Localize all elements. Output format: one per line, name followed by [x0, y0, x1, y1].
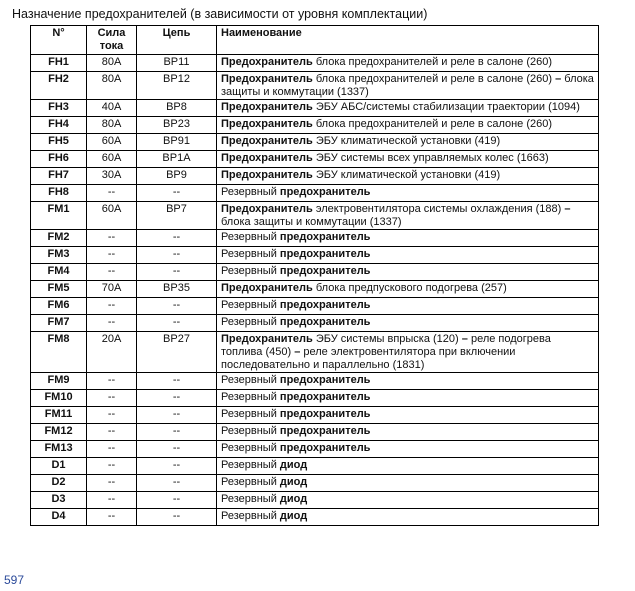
fuse-number-cell: FM10	[31, 390, 87, 407]
table-row	[31, 509, 599, 526]
fuse-number-cell: FH6	[31, 151, 87, 168]
circuit-cell: --	[137, 458, 217, 475]
description-cell	[217, 281, 599, 298]
table-row	[31, 315, 599, 332]
description-emphasis: диод	[279, 476, 308, 488]
description-cell	[217, 247, 599, 264]
amperage-cell: 60A	[87, 134, 137, 151]
description-text: ЭБУ системы всех управляемых колес (1663)	[312, 152, 549, 164]
circuit-cell: --	[137, 247, 217, 264]
description-emphasis: предохранитель	[279, 442, 371, 454]
description-emphasis: Предохранитель	[221, 152, 313, 164]
description-emphasis: предохранитель	[279, 316, 371, 328]
table-row	[31, 202, 599, 230]
fuse-number-cell: FH3	[31, 100, 87, 117]
description-cell	[217, 168, 599, 185]
fuse-number-cell: FH2	[31, 72, 87, 100]
fuse-number-cell: FM13	[31, 441, 87, 458]
description-text: Резервный	[221, 299, 280, 311]
amperage-cell: --	[87, 298, 137, 315]
fuse-number-cell: FM6	[31, 298, 87, 315]
description-emphasis: –	[555, 73, 562, 85]
description-cell	[217, 134, 599, 151]
description-cell	[217, 373, 599, 390]
amperage-cell: 80A	[87, 117, 137, 134]
description-cell	[217, 117, 599, 134]
description-text: Резервный	[221, 391, 280, 403]
description-cell	[217, 100, 599, 117]
description-emphasis: предохранитель	[279, 248, 371, 260]
description-cell	[217, 475, 599, 492]
amperage-cell: --	[87, 315, 137, 332]
fuse-number-cell: FM1	[31, 202, 87, 230]
circuit-cell: BP7	[137, 202, 217, 230]
description-emphasis: предохранитель	[279, 391, 371, 403]
description-text: блока предохранителей и реле в салоне (260)	[312, 56, 553, 68]
description-emphasis: диод	[279, 459, 308, 471]
description-emphasis: Предохранитель	[221, 73, 313, 85]
description-emphasis: –	[294, 346, 301, 358]
amperage-cell: --	[87, 441, 137, 458]
description-cell	[217, 458, 599, 475]
header-circuit: Цепь	[137, 26, 217, 55]
table-row	[31, 100, 599, 117]
circuit-cell: --	[137, 475, 217, 492]
amperage-cell: 80A	[87, 72, 137, 100]
table-row	[31, 185, 599, 202]
fuse-number-cell: D3	[31, 492, 87, 509]
amperage-cell: 40A	[87, 100, 137, 117]
amperage-cell: 30A	[87, 168, 137, 185]
description-text: электровентилятора системы охлаждения (188)	[312, 203, 565, 215]
fuse-number-cell: FM11	[31, 407, 87, 424]
page-number: 597	[4, 573, 25, 587]
table-row	[31, 72, 599, 100]
table-row	[31, 134, 599, 151]
description-emphasis: диод	[279, 493, 308, 505]
description-text: ЭБУ системы впрыска (120)	[312, 333, 462, 345]
fuse-number-cell: FM5	[31, 281, 87, 298]
description-text: Резервный	[221, 459, 280, 471]
description-text: ЭБУ АБС/системы стабилизации траектории (1094)	[312, 101, 580, 113]
description-emphasis: предохранитель	[279, 374, 371, 386]
description-text: реле электровентилятора при включении последовательно и параллельно (1831)	[221, 346, 516, 371]
circuit-cell: --	[137, 509, 217, 526]
amperage-cell: 70A	[87, 281, 137, 298]
fuse-number-cell: D1	[31, 458, 87, 475]
fuse-number-cell: FH5	[31, 134, 87, 151]
description-text: Резервный	[221, 442, 280, 454]
circuit-cell: --	[137, 373, 217, 390]
fuse-number-cell: FM8	[31, 332, 87, 373]
description-text: блока предпускового подогрева (257)	[312, 282, 507, 294]
description-emphasis: –	[461, 333, 468, 345]
amperage-cell: --	[87, 373, 137, 390]
header-name: Наименование	[217, 26, 599, 55]
table-row	[31, 458, 599, 475]
table-row	[31, 373, 599, 390]
fuse-number-cell: FM12	[31, 424, 87, 441]
description-emphasis: предохранитель	[279, 408, 371, 420]
circuit-cell: --	[137, 298, 217, 315]
fuse-number-cell: FH7	[31, 168, 87, 185]
description-emphasis: предохранитель	[279, 186, 371, 198]
circuit-cell: BP91	[137, 134, 217, 151]
amperage-cell: --	[87, 475, 137, 492]
description-emphasis: предохранитель	[279, 231, 371, 243]
amperage-cell: --	[87, 424, 137, 441]
description-cell	[217, 151, 599, 168]
circuit-cell: --	[137, 492, 217, 509]
description-cell	[217, 202, 599, 230]
fuse-number-cell: D2	[31, 475, 87, 492]
description-cell	[217, 264, 599, 281]
circuit-cell: --	[137, 424, 217, 441]
table-row	[31, 492, 599, 509]
description-cell	[217, 407, 599, 424]
table-row	[31, 407, 599, 424]
fuse-number-cell: FM9	[31, 373, 87, 390]
table-row	[31, 151, 599, 168]
circuit-cell: --	[137, 441, 217, 458]
amperage-cell: --	[87, 185, 137, 202]
description-emphasis: Предохранитель	[221, 56, 313, 68]
description-emphasis: Предохранитель	[221, 135, 313, 147]
fuse-number-cell: D4	[31, 509, 87, 526]
amperage-cell: 80A	[87, 55, 137, 72]
description-emphasis: Предохранитель	[221, 101, 313, 113]
table-row	[31, 441, 599, 458]
description-text: Резервный	[221, 493, 280, 505]
description-cell	[217, 72, 599, 100]
header-amperage: Сила тока	[87, 26, 137, 55]
description-emphasis: Предохранитель	[221, 203, 313, 215]
table-row	[31, 298, 599, 315]
table-row	[31, 247, 599, 264]
amperage-cell: --	[87, 230, 137, 247]
description-text: блока предохранителей и реле в салоне (260)	[312, 118, 553, 130]
circuit-cell: --	[137, 407, 217, 424]
description-text: блока защиты и коммутации (1337)	[221, 216, 402, 228]
description-text: ЭБУ климатической установки (419)	[312, 169, 501, 181]
description-text: Резервный	[221, 374, 280, 386]
circuit-cell: BP11	[137, 55, 217, 72]
description-cell	[217, 441, 599, 458]
table-row	[31, 117, 599, 134]
description-emphasis: Предохранитель	[221, 118, 313, 130]
table-row	[31, 264, 599, 281]
description-text: блока предохранителей и реле в салоне (260)	[312, 73, 556, 85]
description-cell	[217, 55, 599, 72]
description-cell	[217, 185, 599, 202]
amperage-cell: 20A	[87, 332, 137, 373]
circuit-cell: BP1A	[137, 151, 217, 168]
description-text: Резервный	[221, 476, 280, 488]
table-row	[31, 281, 599, 298]
description-cell	[217, 390, 599, 407]
circuit-cell: BP8	[137, 100, 217, 117]
amperage-cell: --	[87, 458, 137, 475]
description-cell	[217, 332, 599, 373]
description-cell	[217, 230, 599, 247]
description-emphasis: Предохранитель	[221, 333, 313, 345]
circuit-cell: BP23	[137, 117, 217, 134]
description-text: Резервный	[221, 231, 280, 243]
description-cell	[217, 424, 599, 441]
amperage-cell: --	[87, 407, 137, 424]
description-emphasis: –	[564, 203, 571, 215]
amperage-cell: --	[87, 509, 137, 526]
amperage-cell: --	[87, 390, 137, 407]
table-row	[31, 390, 599, 407]
description-text: ЭБУ климатической установки (419)	[312, 135, 501, 147]
description-emphasis: предохранитель	[279, 425, 371, 437]
fuse-number-cell: FM3	[31, 247, 87, 264]
amperage-cell: --	[87, 492, 137, 509]
header-number: N°	[31, 26, 87, 55]
table-caption: Назначение предохранителей (в зависимости от уровня комплектации)	[12, 7, 428, 21]
description-text: Резервный	[221, 265, 280, 277]
amperage-cell: --	[87, 247, 137, 264]
table-row	[31, 55, 599, 72]
table-row	[31, 230, 599, 247]
circuit-cell: --	[137, 264, 217, 281]
table-body	[31, 55, 599, 526]
description-emphasis: Предохранитель	[221, 169, 313, 181]
circuit-cell: --	[137, 230, 217, 247]
description-cell	[217, 315, 599, 332]
fuse-table	[30, 25, 599, 526]
description-text: Резервный	[221, 248, 280, 260]
amperage-cell: 60A	[87, 151, 137, 168]
fuse-number-cell: FH8	[31, 185, 87, 202]
description-cell	[217, 509, 599, 526]
circuit-cell: --	[137, 185, 217, 202]
description-text: Резервный	[221, 408, 280, 420]
description-text: Резервный	[221, 425, 280, 437]
table-row	[31, 332, 599, 373]
description-emphasis: предохранитель	[279, 299, 371, 311]
circuit-cell: --	[137, 390, 217, 407]
description-cell	[217, 492, 599, 509]
table-row	[31, 168, 599, 185]
description-cell	[217, 298, 599, 315]
fuse-number-cell: FH1	[31, 55, 87, 72]
amperage-cell: --	[87, 264, 137, 281]
description-text: блока защиты и коммутации (1337)	[221, 73, 594, 98]
description-text: Резервный	[221, 186, 280, 198]
amperage-cell: 60A	[87, 202, 137, 230]
fuse-number-cell: FM4	[31, 264, 87, 281]
circuit-cell: BP9	[137, 168, 217, 185]
table-row	[31, 475, 599, 492]
circuit-cell: BP35	[137, 281, 217, 298]
table-header-row	[31, 26, 599, 55]
fuse-number-cell: FH4	[31, 117, 87, 134]
description-emphasis: Предохранитель	[221, 282, 313, 294]
table-row	[31, 424, 599, 441]
fuse-number-cell: FM7	[31, 315, 87, 332]
description-text: Резервный	[221, 316, 280, 328]
description-emphasis: предохранитель	[279, 265, 371, 277]
circuit-cell: BP12	[137, 72, 217, 100]
description-text: реле подогрева топлива (450)	[221, 333, 551, 358]
description-text: Резервный	[221, 510, 280, 522]
circuit-cell: BP27	[137, 332, 217, 373]
fuse-number-cell: FM2	[31, 230, 87, 247]
circuit-cell: --	[137, 315, 217, 332]
description-emphasis: диод	[279, 510, 308, 522]
